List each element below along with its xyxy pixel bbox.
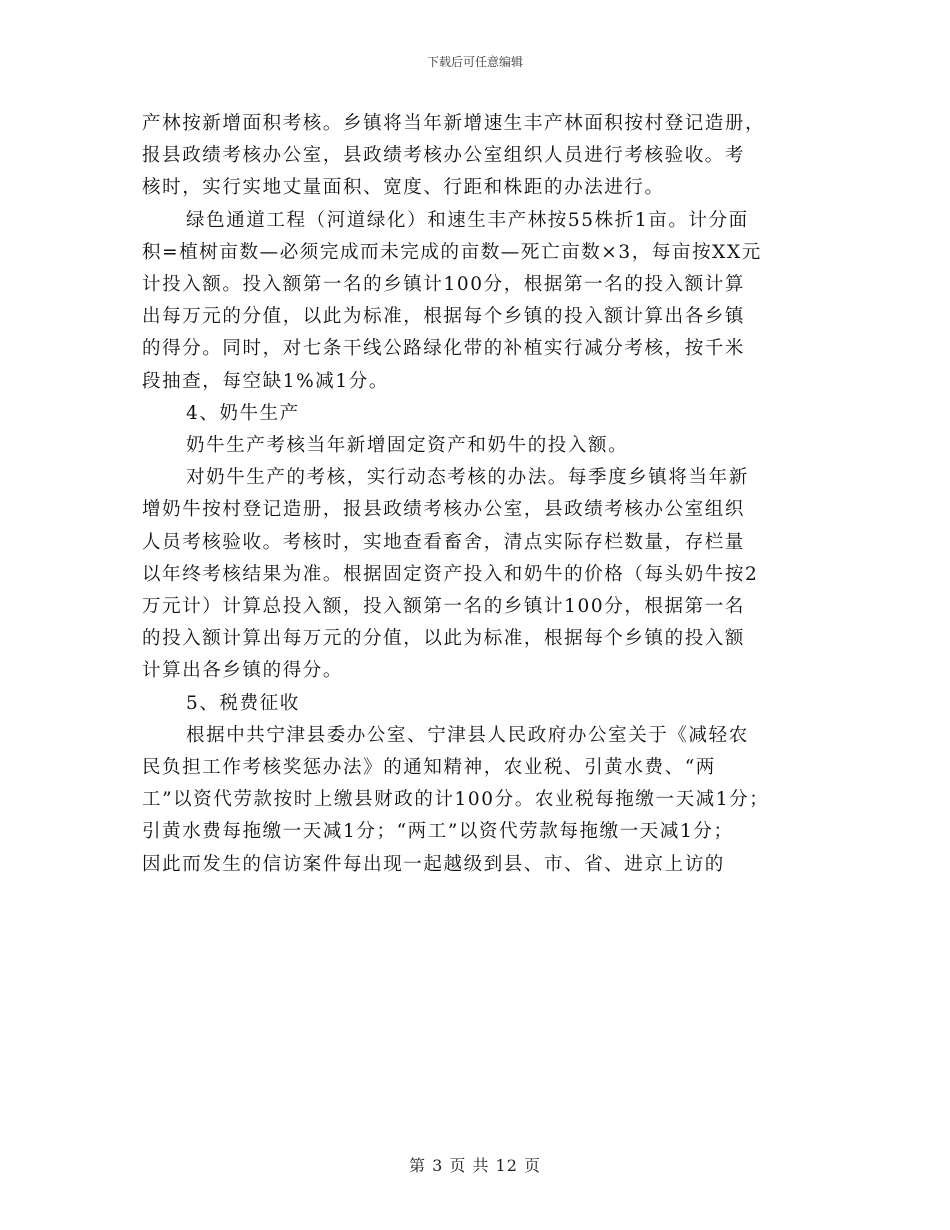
section-heading: 4、奶牛生产 [186, 402, 300, 424]
document-body [142, 108, 832, 881]
body-line: 计投入额。投入额第一名的乡镇计100分，根据第一名的投入额计算 [142, 274, 745, 296]
body-line: 奶牛生产考核当年新增固定资产和奶牛的投入额。 [186, 435, 629, 457]
body-line: 的得分。同时，对七条干线公路绿化带的补植实行减分考核，按千米 [142, 338, 746, 360]
body-line: 工”以资代劳款按时上缴县财政的计100分。农业税每拖缴一天减1分； [142, 789, 770, 811]
body-line: 积=植树亩数—必须完成而未完成的亩数—死亡亩数×3，每亩按XX元 [142, 241, 762, 263]
body-line: 引黄水费每拖缴一天减1分；“两工”以资代劳款每拖缴一天减1分； [142, 821, 734, 843]
body-line: 段抽查，每空缺1%减1分。 [142, 370, 389, 392]
page-number: 第 3 页 共 12 页 [409, 1156, 541, 1175]
body-line: 人员考核验收。考核时，实地查看畜舍，清点实际存栏数量，存栏量 [142, 531, 746, 553]
body-line: 绿色通道工程（河道绿化）和速生丰产林按55株折1亩。计分面 [186, 209, 749, 231]
header-note: 下载后可任意编辑 [426, 55, 523, 69]
body-line: 对奶牛生产的考核，实行动态考核的办法。每季度乡镇将当年新 [186, 467, 749, 489]
body-line: 的投入额计算出每万元的分值，以此为标准，根据每个乡镇的投入额 [142, 628, 746, 650]
body-line: 出每万元的分值，以此为标准，根据每个乡镇的投入额计算出各乡镇 [142, 306, 746, 328]
body-line: 计算出各乡镇的得分。 [142, 660, 344, 682]
body-line: 民负担工作考核奖惩办法》的通知精神，农业税、引黄水费、“两 [142, 757, 716, 779]
body-line: 报县政绩考核办公室，县政绩考核办公室组织人员进行考核验收。考 [142, 145, 746, 167]
body-line: 根据中共宁津县委办公室、宁津县人民政府办公室关于《减轻农 [186, 724, 749, 746]
body-line: 因此而发生的信访案件每出现一起越级到县、市、省、进京上访的 [142, 853, 725, 875]
body-line: 核时，实行实地丈量面积、宽度、行距和株距的办法进行。 [142, 177, 665, 199]
body-line: 万元计）计算总投入额，投入额第一名的乡镇计100分，根据第一名 [142, 596, 745, 618]
body-line: 以年终考核结果为准。根据固定资产投入和奶牛的价格（每头奶牛按2 [142, 563, 759, 585]
body-line: 产林按新增面积考核。乡镇将当年新增速生丰产林面积按村登记造册， [142, 113, 766, 134]
body-line: 增奶牛按村登记造册，报县政绩考核办公室，县政绩考核办公室组织 [142, 499, 746, 521]
section-heading: 5、税费征收 [186, 692, 300, 714]
